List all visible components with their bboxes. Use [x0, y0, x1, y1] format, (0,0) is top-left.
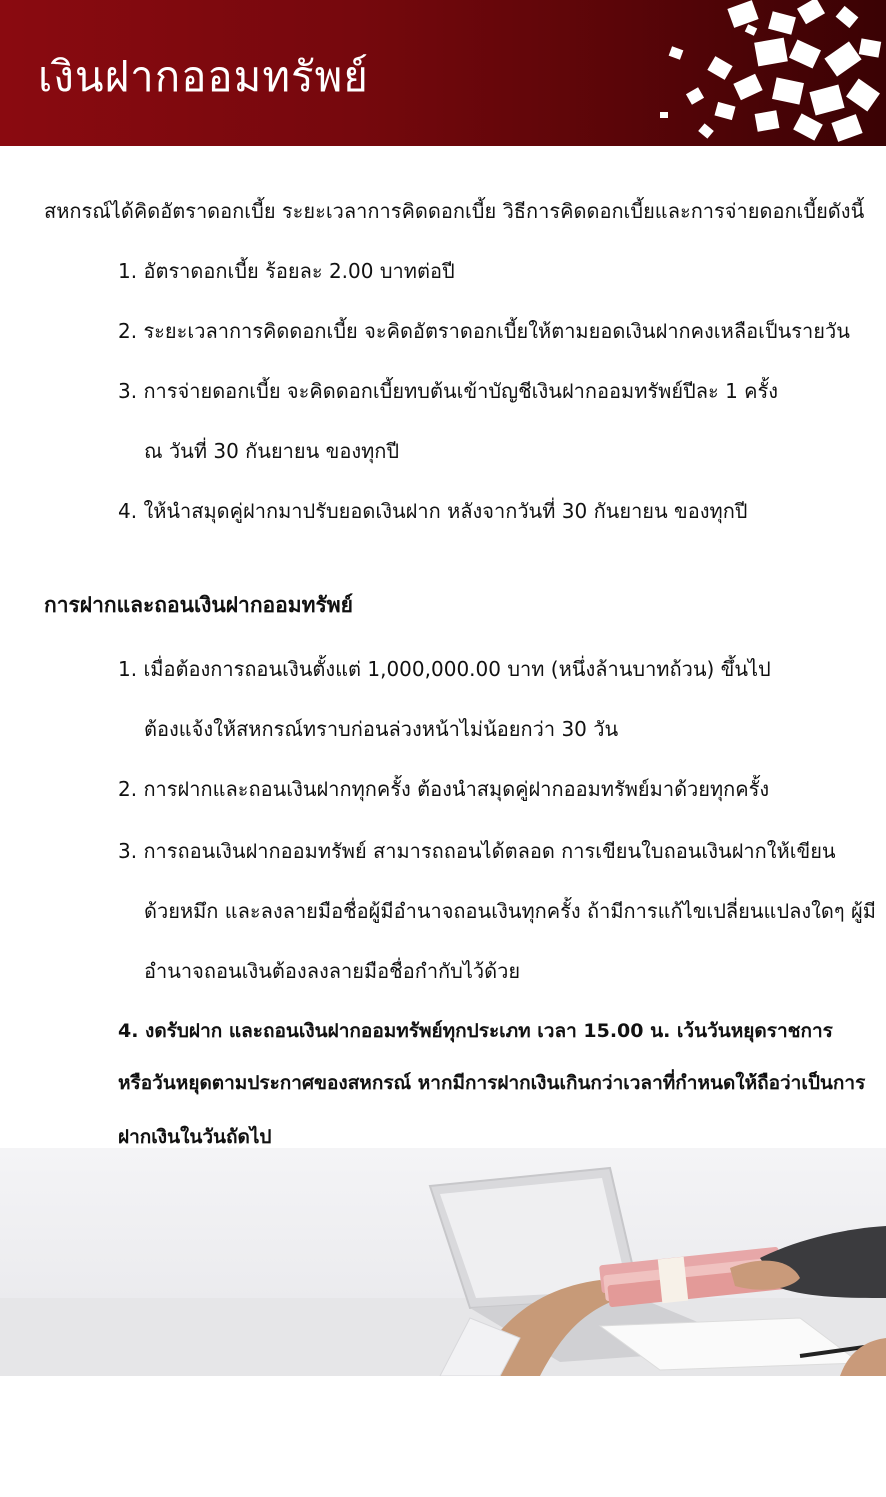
money-handover-photo — [0, 1148, 886, 1376]
interest-item-1: 1. อัตราดอกเบี้ย ร้อยละ 2.00 บาทต่อปี — [118, 259, 455, 283]
money-handover-illustration — [0, 1148, 886, 1376]
interest-item-2: 2. ระยะเวลาการคิดดอกเบี้ย จะคิดอัตราดอกเบี้ยให้ตามยอดเงินฝากคงเหลือเป็นรายวัน — [118, 319, 850, 343]
interest-item-4: 4. ให้นำสมุดคู่ฝากมาปรับยอดเงินฝาก หลังจากวันที่ 30 กันยายน ของทุกปี — [118, 499, 748, 523]
notice-line-1: 4. งดรับฝาก และถอนเงินฝากออมทรัพย์ทุกประเภท เวลา 15.00 น. เว้นวันหยุดราชการ — [118, 1020, 833, 1042]
notice-line-3: ฝากเงินในวันถัดไป — [118, 1126, 272, 1148]
deposit-item-3: 3. การถอนเงินฝากออมทรัพย์ สามารถถอนได้ตลอด การเขียนใบถอนเงินฝากให้เขียน — [118, 839, 836, 863]
section-heading: การฝากและถอนเงินฝากออมทรัพย์ — [44, 593, 353, 617]
deposit-item-3-continued-1: ด้วยหมึก และลงลายมือชื่อผู้มีอำนาจถอนเงินทุกครั้ง ถ้ามีการแก้ไขเปลี่ยนแปลงใดๆ ผู้มี — [144, 899, 876, 923]
page-title: เงินฝากออมทรัพย์ — [38, 52, 369, 101]
deposit-item-3-continued-2: อำนาจถอนเงินต้องลงลายมือชื่อกำกับไว้ด้วย — [144, 959, 521, 983]
deposit-item-2: 2. การฝากและถอนเงินฝากทุกครั้ง ต้องนำสมุดคู่ฝากออมทรัพย์มาด้วยทุกครั้ง — [118, 777, 770, 801]
interest-item-3: 3. การจ่ายดอกเบี้ย จะคิดดอกเบี้ยทบต้นเข้าบัญชีเงินฝากออมทรัพย์ปีละ 1 ครั้ง — [118, 379, 779, 403]
intro-paragraph: สหกรณ์ได้คิดอัตราดอกเบี้ย ระยะเวลาการคิดดอกเบี้ย วิธีการคิดดอกเบี้ยและการจ่ายดอกเบี้ยดังนี้ — [44, 199, 865, 223]
header-banner — [0, 0, 886, 146]
interest-item-3-continued: ณ วันที่ 30 กันยายน ของทุกปี — [144, 439, 400, 463]
deposit-item-1-continued: ต้องแจ้งให้สหกรณ์ทราบก่อนล่วงหน้าไม่น้อยกว่า 30 วัน — [144, 717, 619, 741]
notice-line-2: หรือวันหยุดตามประกาศของสหกรณ์ หากมีการฝากเงินเกินกว่าเวลาที่กำหนดให้ถือว่าเป็นการ — [118, 1072, 866, 1094]
paper-confetti-decoration — [560, 0, 886, 146]
deposit-item-1: 1. เมื่อต้องการถอนเงินตั้งแต่ 1,000,000.00 บาท (หนึ่งล้านบาทถ้วน) ขึ้นไป — [118, 657, 771, 681]
